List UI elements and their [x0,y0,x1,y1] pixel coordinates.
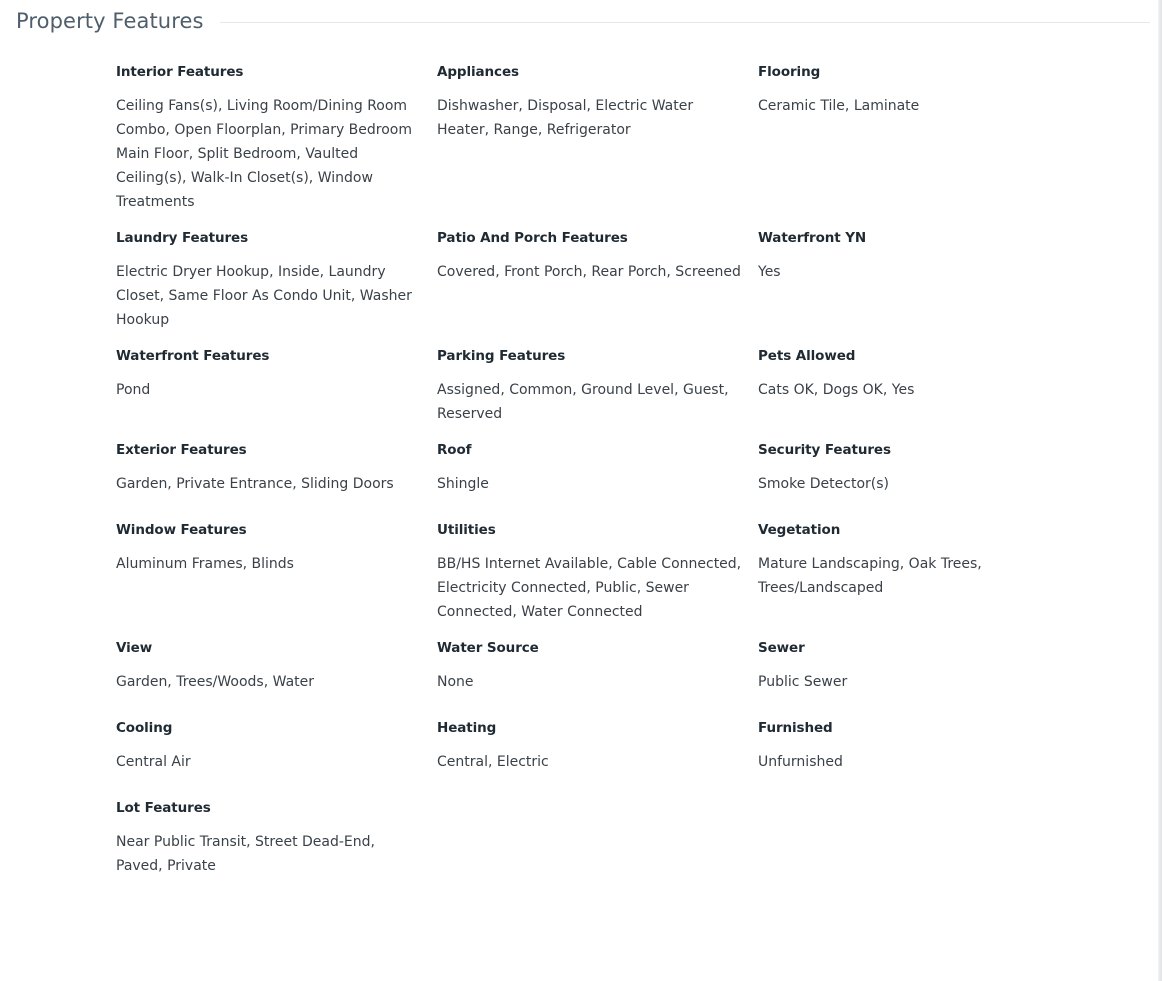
feature-value: Assigned, Common, Ground Level, Guest, Reserved [437,382,729,422]
feature-value: Central, Electric [437,754,549,770]
feature-label: Furnished [758,720,833,736]
feature-value: Central Air [116,754,191,770]
feature-exterior-features [116,440,421,506]
feature-lot-features [116,798,421,878]
feature-label: Roof [437,442,472,458]
feature-value: Yes [758,264,781,280]
feature-window-features [116,520,421,624]
feature-interior-features [116,62,421,214]
section-title: Property Features [16,9,204,33]
feature-value: Unfurnished [758,754,843,770]
feature-cooling [116,718,421,784]
feature-value: Mature Landscaping, Oak Trees, Trees/Landscaped [758,556,982,596]
feature-pets-allowed [758,346,1063,426]
feature-heating [437,718,742,784]
feature-label: Exterior Features [116,442,247,458]
feature-value: Garden, Trees/Woods, Water [116,674,315,690]
feature-patio-and-porch-features [437,228,742,332]
feature-label: Window Features [116,522,247,538]
feature-label: Patio And Porch Features [437,230,628,246]
section-divider [220,22,1150,23]
feature-value: Public Sewer [758,674,848,690]
feature-waterfront-yn [758,228,1063,332]
feature-value: Ceiling Fans(s), Living Room/Dining Room Combo, Open Floorplan, Primary Bedroom Main Floor, Split Bedroom, Vaulted Ceiling(s), Walk-In Closet(s), Window Treatments [116,98,413,210]
feature-parking-features [437,346,742,426]
feature-label: View [116,640,153,656]
feature-label: Pets Allowed [758,348,856,364]
feature-water-source [437,638,742,704]
feature-label: Waterfront Features [116,348,270,364]
feature-waterfront-features [116,346,421,426]
feature-label: Water Source [437,640,539,656]
feature-label: Parking Features [437,348,566,364]
feature-label: Security Features [758,442,891,458]
feature-value: BB/HS Internet Available, Cable Connected, Electricity Connected, Public, Sewer Connected, Water Connected [437,556,742,620]
feature-value: Garden, Private Entrance, Sliding Doors [116,476,394,492]
feature-value: Near Public Transit, Street Dead-End, Paved, Private [116,834,375,874]
feature-value: Ceramic Tile, Laminate [758,98,920,114]
features-grid [116,62,1079,878]
feature-value: Electric Dryer Hookup, Inside, Laundry Closet, Same Floor As Condo Unit, Washer Hookup [116,264,412,328]
feature-sewer [758,638,1063,704]
feature-label: Flooring [758,64,821,80]
feature-value: None [437,674,474,690]
feature-flooring [758,62,1063,214]
feature-value: Dishwasher, Disposal, Electric Water Heater, Range, Refrigerator [437,98,694,138]
section-header [16,4,1150,38]
feature-appliances [437,62,742,214]
feature-label: Lot Features [116,800,211,816]
feature-value: Pond [116,382,151,398]
feature-security-features [758,440,1063,506]
feature-label: Appliances [437,64,519,80]
feature-value: Cats OK, Dogs OK, Yes [758,382,915,398]
feature-label: Heating [437,720,497,736]
feature-view [116,638,421,704]
feature-value: Shingle [437,476,489,492]
feature-value: Covered, Front Porch, Rear Porch, Screened [437,264,741,280]
page-edge-shadow [1158,0,1162,981]
feature-value: Smoke Detector(s) [758,476,889,492]
feature-laundry-features [116,228,421,332]
feature-label: Waterfront YN [758,230,867,246]
feature-label: Utilities [437,522,496,538]
feature-roof [437,440,742,506]
feature-vegetation [758,520,1063,624]
feature-label: Vegetation [758,522,841,538]
feature-furnished [758,718,1063,784]
feature-label: Cooling [116,720,173,736]
feature-label: Laundry Features [116,230,249,246]
feature-utilities [437,520,742,624]
feature-label: Sewer [758,640,805,656]
feature-label: Interior Features [116,64,244,80]
feature-value: Aluminum Frames, Blinds [116,556,294,572]
